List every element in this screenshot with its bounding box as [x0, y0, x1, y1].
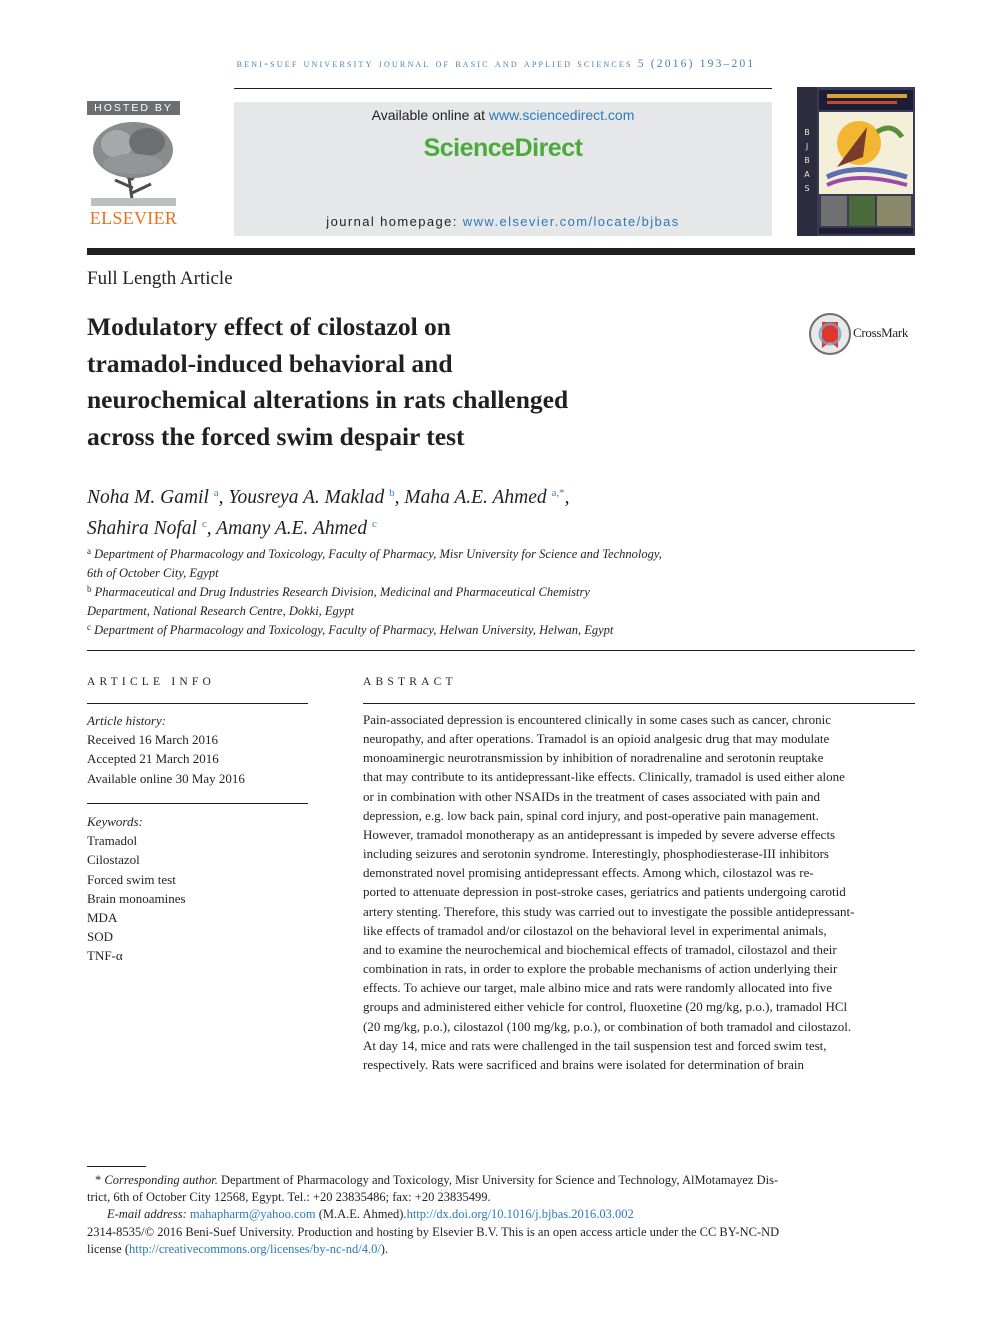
cover-letter: A — [804, 170, 810, 179]
affiliation-line — [87, 580, 767, 602]
author-line — [87, 511, 887, 542]
abstract-line: like effects of tramadol and/or cilostazol on the behavioral level in experimental animals, — [363, 922, 827, 938]
email-owner: (M.A.E. Ahmed). — [315, 1207, 407, 1222]
email-link[interactable]: mahapharm@yahoo.com — [189, 1207, 316, 1222]
abstract-line: ported to attenuate depression in post-stroke cases, geriatrics and patients undergoing carotid — [363, 884, 846, 900]
affiliation-sup: c — [87, 622, 91, 632]
sciencedirect-link[interactable]: www.sciencedirect.com — [488, 107, 635, 123]
author-affil-sup[interactable]: a — [213, 487, 219, 499]
footnote-star: * — [95, 1173, 102, 1187]
homepage-prefix: journal homepage: — [326, 214, 463, 229]
header-top-rule — [234, 88, 772, 89]
affiliation-c — [87, 618, 767, 640]
online-date: Available online 30 May 2016 — [87, 770, 245, 786]
elsevier-wordmark: ELSEVIER — [89, 208, 178, 228]
keyword: TNF-α — [87, 948, 123, 964]
email-label: E-mail address: — [107, 1207, 190, 1222]
sciencedirect-logo: ScienceDirect — [423, 134, 583, 162]
keywords — [87, 812, 186, 966]
footnote-line — [87, 1206, 915, 1223]
journal-homepage — [234, 214, 772, 229]
cover-letter: B — [804, 156, 810, 165]
affiliation-line: Department, National Research Centre, Dokki, Egypt — [87, 604, 355, 618]
abstract-line: neuropathy, and after operations. Tramadol is an opioid analgesic drug that may modulate — [363, 731, 830, 747]
author-name: Noha M. Gamil — [87, 487, 209, 508]
footnote-line: 2314-8535/© 2016 Beni-Suef University. Production and hosting by Elsevier B.V. This is an open access article under the CC BY-NC-ND — [87, 1224, 780, 1239]
abstract-line: demonstrated novel promising antidepressant effects. Among which, cilostazol was re- — [363, 865, 814, 881]
author-separator: , — [394, 487, 405, 508]
keyword: Brain monoamines — [87, 890, 186, 906]
info-rule — [87, 803, 308, 804]
affiliation-line: 6th of October City, Egypt — [87, 566, 219, 580]
affiliation-b — [87, 580, 767, 621]
author-separator: , — [206, 518, 217, 539]
abstract-line: (20 mg/kg, p.o.), cilostazol (100 mg/kg, p.o.), or combination of both tramadol and cilostazol. — [363, 1018, 852, 1034]
keyword: SOD — [87, 929, 114, 945]
abstract-rule — [363, 703, 915, 704]
license-prefix: license ( — [87, 1241, 129, 1256]
abstract-line: artery stenting. Therefore, this study was carried out to investigate the possible antidepressant- — [363, 903, 855, 919]
abstract-line: monoaminergic neurotransmission by inhibition of noradrenaline and serotonin reuptake — [363, 750, 824, 766]
affiliation-sup: b — [87, 584, 92, 594]
keyword: Cilostazol — [87, 852, 140, 868]
accepted-date: Accepted 21 March 2016 — [87, 751, 219, 767]
abstract-line: or in combination with other NSAIDs in the treatment of cases associated with pain and — [363, 788, 821, 804]
abstract-line: that may contribute to its antidepressant-like effects. Clinically, tramadol is used either alone — [363, 769, 845, 785]
article-title — [87, 309, 727, 455]
author-separator: , — [218, 487, 229, 508]
title-line: neurochemical alterations in rats challenged — [87, 385, 569, 414]
affiliation-line — [87, 618, 767, 640]
footnote-rule — [87, 1166, 146, 1167]
title-line: across the forced swim despair test — [87, 421, 465, 451]
abstract-line: groups and administered either vehicle for control, fluoxetine (20 mg/kg, p.o.), tramadol HCl — [363, 999, 848, 1015]
footnote-line: trict, 6th of October City 12568, Egypt. Tel.: +20 23835486; fax: +20 23835499. — [87, 1190, 491, 1205]
author-affil-sup[interactable]: b — [389, 487, 395, 499]
doi-link[interactable]: http://dx.doi.org/10.1016/j.bjbas.2016.03.002 — [406, 1207, 634, 1222]
title-line: Modulatory effect of cilostazol on — [87, 312, 451, 341]
author-affil-sup[interactable]: c — [201, 518, 207, 530]
affiliation-text: Pharmaceutical and Drug Industries Research Division, Medicinal and Pharmaceutical Chemistry — [94, 585, 590, 599]
abstract-line: effects. To achieve our target, male albino mice and rats were randomly allocated into five — [363, 980, 833, 996]
author-name: Yousreya A. Maklad — [228, 487, 385, 508]
journal-running-header: beni-suef university journal of basic and applied sciences 5 (2016) 193–201 — [236, 58, 756, 70]
article-type: Full Length Article — [87, 268, 233, 289]
abstract-line: combination in rats, in order to explore the probable mechanisms of action underlying their — [363, 961, 838, 977]
affiliation-text: Department of Pharmacology and Toxicology, Faculty of Pharmacy, Misr University for Science and Technology, — [94, 547, 662, 561]
keyword: Forced swim test — [87, 871, 176, 887]
affiliation-line — [87, 542, 767, 564]
header-thick-rule — [87, 248, 915, 255]
crossmark-badge[interactable] — [808, 312, 924, 356]
hosted-by-label: HOSTED BY — [87, 101, 180, 115]
available-prefix: Available online at — [371, 107, 489, 123]
homepage-link[interactable]: www.elsevier.com/locate/bjbas — [462, 214, 680, 229]
abstract-line: and to examine the neurochemical and biochemical effects of tramadol, cilostazol and their — [363, 941, 837, 957]
article-history — [87, 711, 245, 788]
history-label: Article history: — [87, 713, 167, 728]
crossmark-label: CrossMark — [853, 325, 909, 340]
keywords-label: Keywords: — [87, 814, 143, 829]
license-link[interactable]: http://creativecommons.org/licenses/by-nc-nd/4.0/ — [129, 1241, 381, 1256]
author-affil-sup[interactable]: a,* — [551, 487, 565, 499]
received-date: Received 16 March 2016 — [87, 732, 219, 748]
corresponding-label: Corresponding author. — [104, 1173, 218, 1187]
abstract-heading: ABSTRACT — [363, 676, 457, 688]
author-line — [87, 480, 887, 511]
elsevier-tree-logo — [87, 118, 180, 210]
cover-letter: S — [804, 184, 810, 193]
cover-letter: J — [805, 142, 809, 151]
author-name: Amany A.E. Ahmed — [216, 518, 368, 539]
affiliation-a — [87, 542, 767, 583]
abstract-line: However, tramadol monotherapy as an antidepressant is impeded by severe adverse effects — [363, 826, 836, 842]
abstract-line: Pain-associated depression is encountered clinically in some cases such as cancer, chronic — [363, 712, 832, 727]
crossmark-icon — [808, 312, 852, 356]
abstract-line: respectively. Rats were sacrificed and brains were isolated for determination of brain — [363, 1056, 804, 1072]
corresponding-text: Department of Pharmacology and Toxicology, Misr University for Science and Technology, AlMotamayez Dis- — [217, 1173, 779, 1187]
author-name: Shahira Nofal — [87, 518, 197, 539]
affiliation-sup: a — [87, 546, 91, 556]
keyword: MDA — [87, 910, 118, 926]
cover-letter: B — [804, 128, 810, 137]
abstract-line: including seizures and serotonin syndrome. Interestingly, phosphodiesterase-III inhibitors — [363, 846, 829, 862]
author-affil-sup[interactable]: c — [371, 518, 377, 530]
author-separator: , — [564, 487, 570, 508]
author-name: Maha A.E. Ahmed — [404, 487, 547, 508]
title-line: tramadol-induced behavioral and — [87, 348, 453, 378]
available-online — [234, 107, 772, 123]
journal-cover-image — [797, 87, 915, 236]
info-rule — [87, 703, 308, 704]
affiliation-text: Department of Pharmacology and Toxicology, Faculty of Pharmacy, Helwan University, Helwan, Egypt — [94, 623, 614, 637]
section-divider — [87, 650, 915, 651]
article-info-heading: ARTICLE INFO — [87, 676, 215, 688]
keyword: Tramadol — [87, 833, 138, 849]
license-suffix: ). — [380, 1241, 389, 1256]
abstract-line: depression, e.g. low back pain, spinal cord injury, and post-operative pain management. — [363, 807, 819, 823]
abstract-body — [363, 710, 915, 1074]
footnote-line — [87, 1172, 915, 1189]
corresponding-author-note — [87, 1172, 915, 1258]
abstract-line: At day 14, mice and rats were challenged in the tail suspension test and forced swim test, — [363, 1037, 827, 1053]
footnote-line — [87, 1241, 915, 1258]
author-list — [87, 480, 887, 542]
